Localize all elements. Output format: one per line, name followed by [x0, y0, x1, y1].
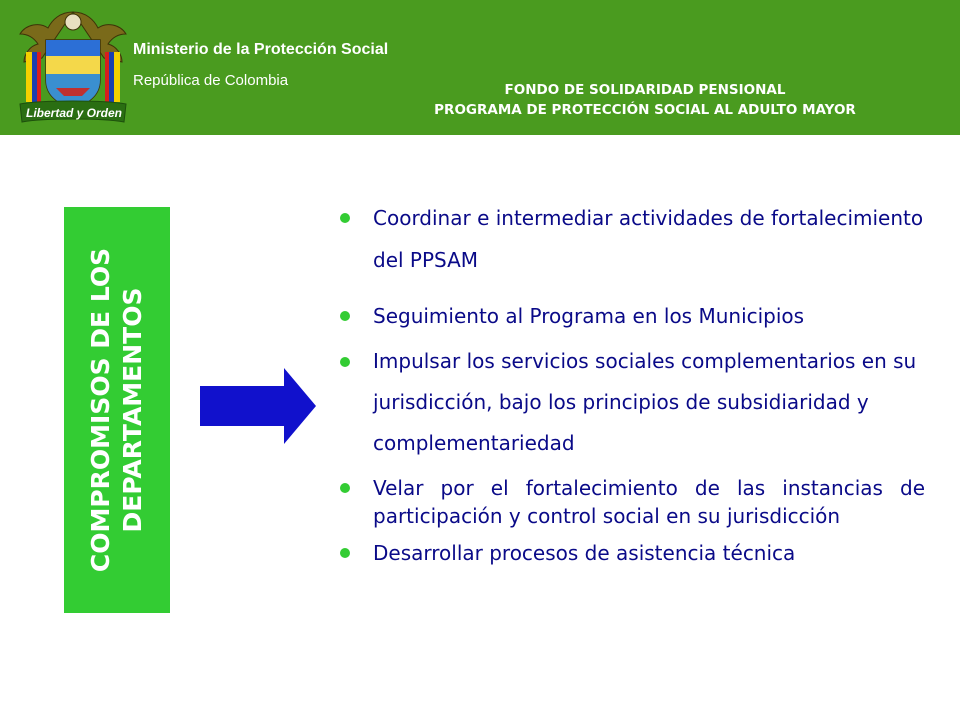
header-banner [0, 0, 960, 135]
commitments-label [85, 207, 149, 613]
republic-subtitle: República de Colombia [133, 72, 289, 89]
list-item-text: Coordinar e intermediar actividades de fortalecimiento del PPSAM [373, 206, 924, 272]
list-item [340, 295, 925, 337]
bullet-dot-icon [340, 357, 350, 367]
commitments-label-line1: COMPROMISOS DE LOS [86, 247, 115, 573]
program-title-line2: PROGRAMA DE PROTECCIÓN SOCIAL AL ADULTO MAYOR [434, 102, 856, 118]
motto-text: Libertad y Orden [25, 106, 123, 120]
list-item [340, 341, 925, 464]
bullet-dot-icon [340, 548, 350, 558]
program-title [360, 80, 930, 120]
list-item-text: Velar por el fortalecimiento de las instancias de participación y control social en su jurisdicción [373, 476, 925, 528]
commitments-list [340, 197, 925, 567]
bullet-dot-icon [340, 311, 350, 321]
list-item-text: Seguimiento al Programa en los Municipios [373, 304, 805, 328]
program-title-line1: FONDO DE SOLIDARIDAD PENSIONAL [504, 82, 786, 98]
ministry-title: Ministerio de la Protección Social [133, 41, 389, 58]
right-arrow-icon [198, 368, 318, 444]
list-item-text: Impulsar los servicios sociales complementarios en su jurisdicción, bajo los principios de subsidiaridad y complementariedad [373, 349, 917, 455]
list-item [340, 197, 925, 281]
bullet-dot-icon [340, 213, 350, 223]
commitments-label-line2: DEPARTAMENTOS [118, 287, 147, 533]
list-item [340, 539, 925, 567]
list-item [340, 474, 925, 530]
list-item-text: Desarrollar procesos de asistencia técnica [373, 541, 796, 565]
bullet-dot-icon [340, 483, 350, 493]
